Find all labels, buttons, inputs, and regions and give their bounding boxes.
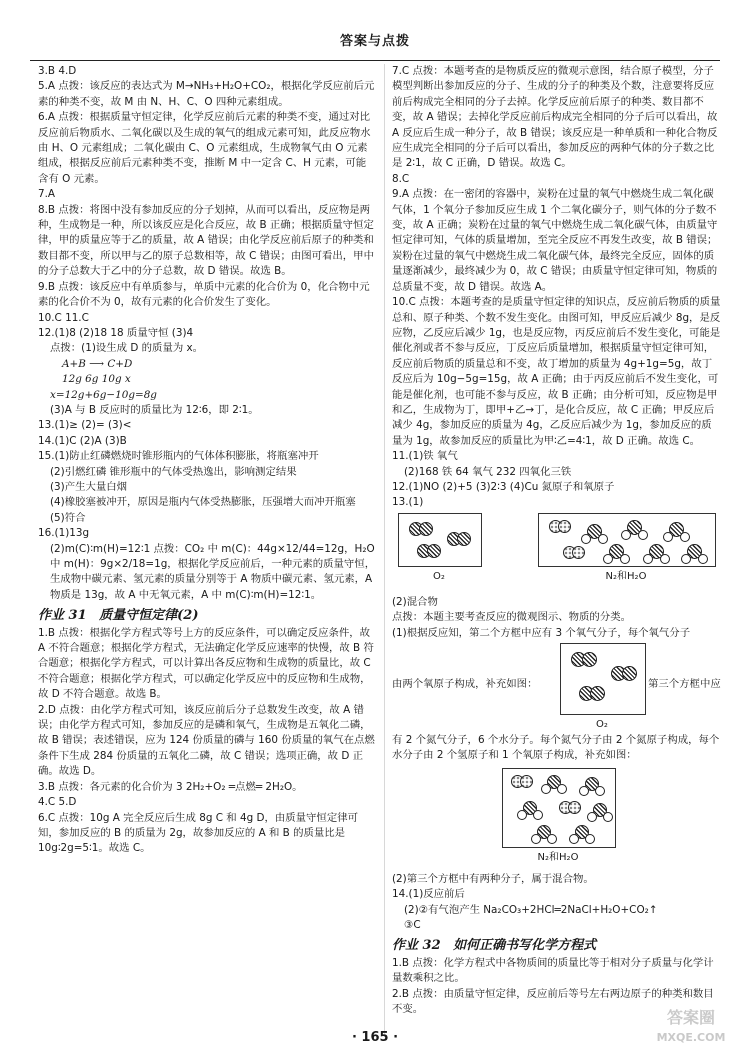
right-column [392,64,722,1034]
answer-line: 1.B 点拨：根据化学方程式等号上方的反应条件，可以确定反应条件，故 A 不符合题意；根据化学方程式，无法确定化学反应速率的快慢，故 B 符合题意；根据化学方程式，可以计算出各反应物和生成物的质量比，故 C 不符合题意；根据化学方程式，可以确定化学反应中的反应物和生成物，故 D 不符合题意。故选 B。 [38,626,374,701]
answer-line: 10.C 11.C [38,311,89,324]
oxygen-atom-icon [582,652,597,667]
answer-line: (5)符合 [50,511,86,524]
answer-line: 点拨：(1)设生成 D 的质量为 x。 [50,342,204,355]
hydrogen-atom-icon [547,834,557,844]
section-number: 作业 32 [392,938,441,954]
oxygen-atom-icon [419,522,433,536]
hydrogen-atom-icon [620,554,630,564]
nitrogen-atom-icon [558,520,571,533]
hydrogen-atom-icon [680,532,690,542]
page-number: · 165 · [351,1030,399,1045]
answer-line: 12.(1)NO (2)+5 (3)2∶3 (4)Cu 氮原子和氧原子 [392,480,615,493]
hydrogen-atom-icon [541,784,551,794]
hydrogen-atom-icon [643,554,653,564]
box-oxygen-completed [560,643,646,715]
equation-line: x=12g+6g−10g=8g [50,388,157,401]
answer-line: 14.(1)C (2)A (3)B [38,434,127,447]
answer-line: 9.B 点拨：该反应中有单质参与，单质中元素的化合价为 0，化合物中元素的化合价不为 0，故有元素的化合价发生了变化。 [38,280,370,309]
hydrogen-atom-icon [585,834,595,844]
answer-line: 6.A 点拨：根据质量守恒定律，化学反应前后元素的种类不变，通过对比反应前后物质水、二氧化碳以及生成的氧气的组成元素可知，此反应物水由 H、O 元素组成；二氧化碳由 C、O 元素组成，生成物氧气由 O 元素组成，根据反应前后元素种类不变，推断 M 中一定含 C、H 元素，可能含有 O 元素。 [38,111,371,185]
figure-caption: N₂和H₂O [605,570,647,582]
section-title: 质量守恒定律(2) [99,608,199,624]
equation-line: 12g 6g 10g x [62,373,131,386]
answer-line: 8.C [392,172,410,185]
molecule-figure-2 [392,641,722,733]
answer-line: 13.(1)≥ (2)= (3)< [38,419,132,432]
answer-line: 2.B 点拨：由质量守恒定律，反应前后等号左右两边原子的种类和数目不变。 [392,987,714,1016]
answer-line: (3)A 与 B 反应时的质量比为 12∶6，即 2∶1。 [50,403,259,416]
hydrogen-atom-icon [663,532,673,542]
section-heading-32 [392,938,722,953]
answer-line: (2)168 铁 64 氧气 232 四氧化三铁 [404,465,572,478]
oxygen-atom-icon [590,686,605,701]
hydrogen-atom-icon [557,784,567,794]
answer-line: (2)m(C)∶m(H)=12∶1 点拨：CO₂ 中 m(C)：44g×12/44=12g，H₂O 中 m(H)：9g×2/18=1g，根据化学反应前后，一种元素的质量守恒，生成物中碳元素、氢元素的质量分别等于 A 物质中碳元素、氢元素，A 物质是 13g，故 A 中无氧元素，A 中 m(C)∶m(H)=12∶1。 [50,542,376,601]
hydrogen-atom-icon [681,554,691,564]
answer-line: 10.C 点拨：本题考查的是质量守恒定律的知识点，反应前后物质的质量总和、原子种类、个数不发生变化。由图可知，甲反应后减少 8g，是反应物，乙反应后减少 1g，也是反应物，丙反应前后不发生变化，可能是催化剂或者不参与反应，丁反应后质量增加，根据质量守恒定律可知，反应前后物质的质量总和不变，故丁增加的质量为 4g+1g=5g，故丁反应后为 10g−5g=15g，故 A 正确；由于丙反应前后不发生变化，可能是催化剂，也可能不参与反应，故 B 正确；由分析可知，反应物是甲和乙，生成物为丁，即甲+乙→丁，是化合反应，故 C 正确；甲反应后减少 4g，参加反应的质量为 4g，乙反应后减少为 1g，参加反应的质量为 1g，故参加反应的质量比为甲∶乙=4∶1，故 D 正确。故选 C。 [392,296,721,447]
hydrogen-atom-icon [598,534,608,544]
watermark-line: 答案圈 [666,1008,715,1027]
answer-line: 有 2 个氮气分子，6 个水分子。每个氮气分子由 2 个氮原子构成，每个水分子由 2 个氢原子和 1 个氧原子构成，补充如图： [392,734,720,762]
answer-line: 3.B 点拨：各元素的化合价为 3 2H₂+O₂ ═点燃═ 2H₂O。 [38,780,303,793]
answer-line: 3.B 4.D [38,65,77,77]
section-number: 作业 31 [38,608,87,624]
answer-line: 11.(1)铁 氧气 [392,450,458,463]
page-header [30,20,720,61]
answer-line: 第三个方框中应 [648,678,721,690]
hydrogen-atom-icon [660,554,670,564]
hydrogen-atom-icon [603,812,613,822]
header-title: 答案与点拨 [339,34,410,49]
answer-line: 9.A 点拨：在一密闭的容器中，炭粉在过量的氧气中燃烧生成二氧化碳气体，1 个氧分子参加反应生成 1 个二氧化碳分子，则气体的分子数不变，故 A 正确；炭粉在过量的氧气中燃烧生成二氧化碳气体，由质量守恒定律可知，气体的质量增加，至完全反应不再发生改变，故 B 错误；炭粉在过量的氧气中燃烧生成二氧化碳气体，最终完全反应，固体的质量逐渐减少，最终减少为 0，故 C 错误；由质量守恒定律可知，物质的总质量不变，故 D 错误。故选 A。 [392,188,718,293]
answer-line: 7.C 点拨：本题考查的是物质反应的微观示意图，结合原子模型，分子模型判断出参加反应的分子、生成的分子的种类及个数，注意要将反应前后构成完全相同的分子去掉。化学反应前后原子的种类、数目都不变，故 A 错误；去掉化学反应前后构成完全相同的分子后可以看出，故 A 反应后生成一种分子，故 B 错误；该反应是一种单质和一种化合物反应生成完全相同的分子后可以看出，参加反应的两种气体的分子数之比是 2∶1，故 C 正确，D 错误。故选 C。 [392,65,718,170]
answer-line: 6.C 点拨：10g A 完全反应后生成 8g C 和 4g D，由质量守恒定律可知，参加反应的 B 的质量为 2g，故参加反应的 A 和 B 的质量比是 10g∶2g=5∶1。故选 C。 [38,811,358,855]
answer-line: 由两个氧原子构成，补充如图： [392,678,538,690]
watermark-line: MXQE.COM [656,1031,726,1044]
oxygen-atom-icon [622,666,637,681]
hydrogen-atom-icon [595,786,605,796]
hydrogen-atom-icon [603,554,613,564]
answer-line: 14.(1)反应前后 [392,888,465,901]
watermark-logo [646,1008,736,1048]
nitrogen-atom-icon [572,546,585,559]
nitrogen-atom-icon [520,775,533,788]
answer-line: (2)第三个方框中有两种分子，属于混合物。 [392,872,594,885]
answer-line: 4.C 5.D [38,796,77,809]
answer-line: 2.D 点拨：由化学方程式可知，该反应前后分子总数发生改变，故 A 错误；由化学方程式可知，参加反应的是磷和氧气，生成物是五氧化二磷，故 B 错误；表述错误，应为 124 份质量的磷与 160 份质量的氧气在点燃条件下生成 284 份质量的五氧化二磷，故 C 错误；选项正确，故 D 正确。故选 D。 [38,703,375,778]
answer-line: 7.A [38,188,56,201]
nitrogen-atom-icon [568,801,581,814]
hydrogen-atom-icon [533,810,543,820]
hydrogen-atom-icon [581,534,591,544]
box-nitrogen-water-completed [502,768,616,848]
figure-caption: N₂和H₂O [537,851,579,863]
left-column [38,64,376,1034]
answer-line: (2)混合物 [392,595,438,608]
answer-line: 12.(1)8 (2)18 18 质量守恒 (3)4 [38,326,194,339]
hydrogen-atom-icon [569,834,579,844]
molecule-figure-3 [392,766,722,870]
answer-line: 点拨：本题主要考查反应的微观图示、物质的分类。 [392,611,631,624]
box-oxygen [398,513,482,567]
section-title: 如何正确书写化学方程式 [453,938,597,954]
hydrogen-atom-icon [621,530,631,540]
answer-line: 8.B 点拨：将图中没有参加反应的分子划掉，从而可以看出，反应物是两种，生成物是一种，所以该反应是化合反应，故 B 正确；根据质量守恒定律，甲的质量应等于乙的质量，故 A 错误；由化学反应前后原子的种类和数目都不变，所以甲与乙的原子总数相等，故 C 错误；由图可看出，甲中的分子总数大于乙中的分子总数，故 D 错误。故选 B。 [38,203,374,278]
answer-line: 1.B 点拨：化学方程式中各物质间的质量比等于相对分子质量与化学计量数乘积之比。 [392,956,714,985]
hydrogen-atom-icon [579,786,589,796]
answer-line: 16.(1)13g [38,527,90,540]
hydrogen-atom-icon [638,530,648,540]
answer-line: 5.A 点拨：该反应的表达式为 M→NH₃+H₂O+CO₂，根据化学反应前后元素的种类不变，故 M 由 N、H、C、O 四种元素组成。 [38,80,375,108]
equation-line: A+B ⟶ C+D [62,357,133,370]
answer-line: (2)引燃红磷 锥形瓶中的气体受热逸出，影响测定结果 [50,465,297,478]
hydrogen-atom-icon [531,834,541,844]
section-heading-31 [38,608,376,623]
figure-caption: O₂ [433,570,445,582]
figure-caption: O₂ [596,719,608,730]
oxygen-atom-icon [457,532,471,546]
answer-line: ③C [404,919,421,932]
oxygen-atom-icon [427,544,441,558]
answer-line: 13.(1) [392,496,424,509]
answer-line: (1)根据反应知，第二个方框中应有 3 个氧气分子，每个氧气分子 [392,626,691,639]
answer-line: (3)产生大量白烟 [50,480,128,493]
molecule-figure-1 [392,513,722,593]
answer-line: 15.(1)防止红磷燃烧时锥形瓶内的气体体积膨胀，将瓶塞冲开 [38,450,319,463]
answer-line: (4)橡胶塞被冲开，原因是瓶内气体受热膨胀，压强增大而冲开瓶塞 [50,496,356,509]
answer-line: (2)②有气泡产生 Na₂CO₃+2HCl═2NaCl+H₂O+CO₂↑ [404,903,658,916]
column-divider [384,64,385,1034]
hydrogen-atom-icon [698,554,708,564]
hydrogen-atom-icon [517,810,527,820]
box-nitrogen-water [538,513,716,567]
hydrogen-atom-icon [587,812,597,822]
